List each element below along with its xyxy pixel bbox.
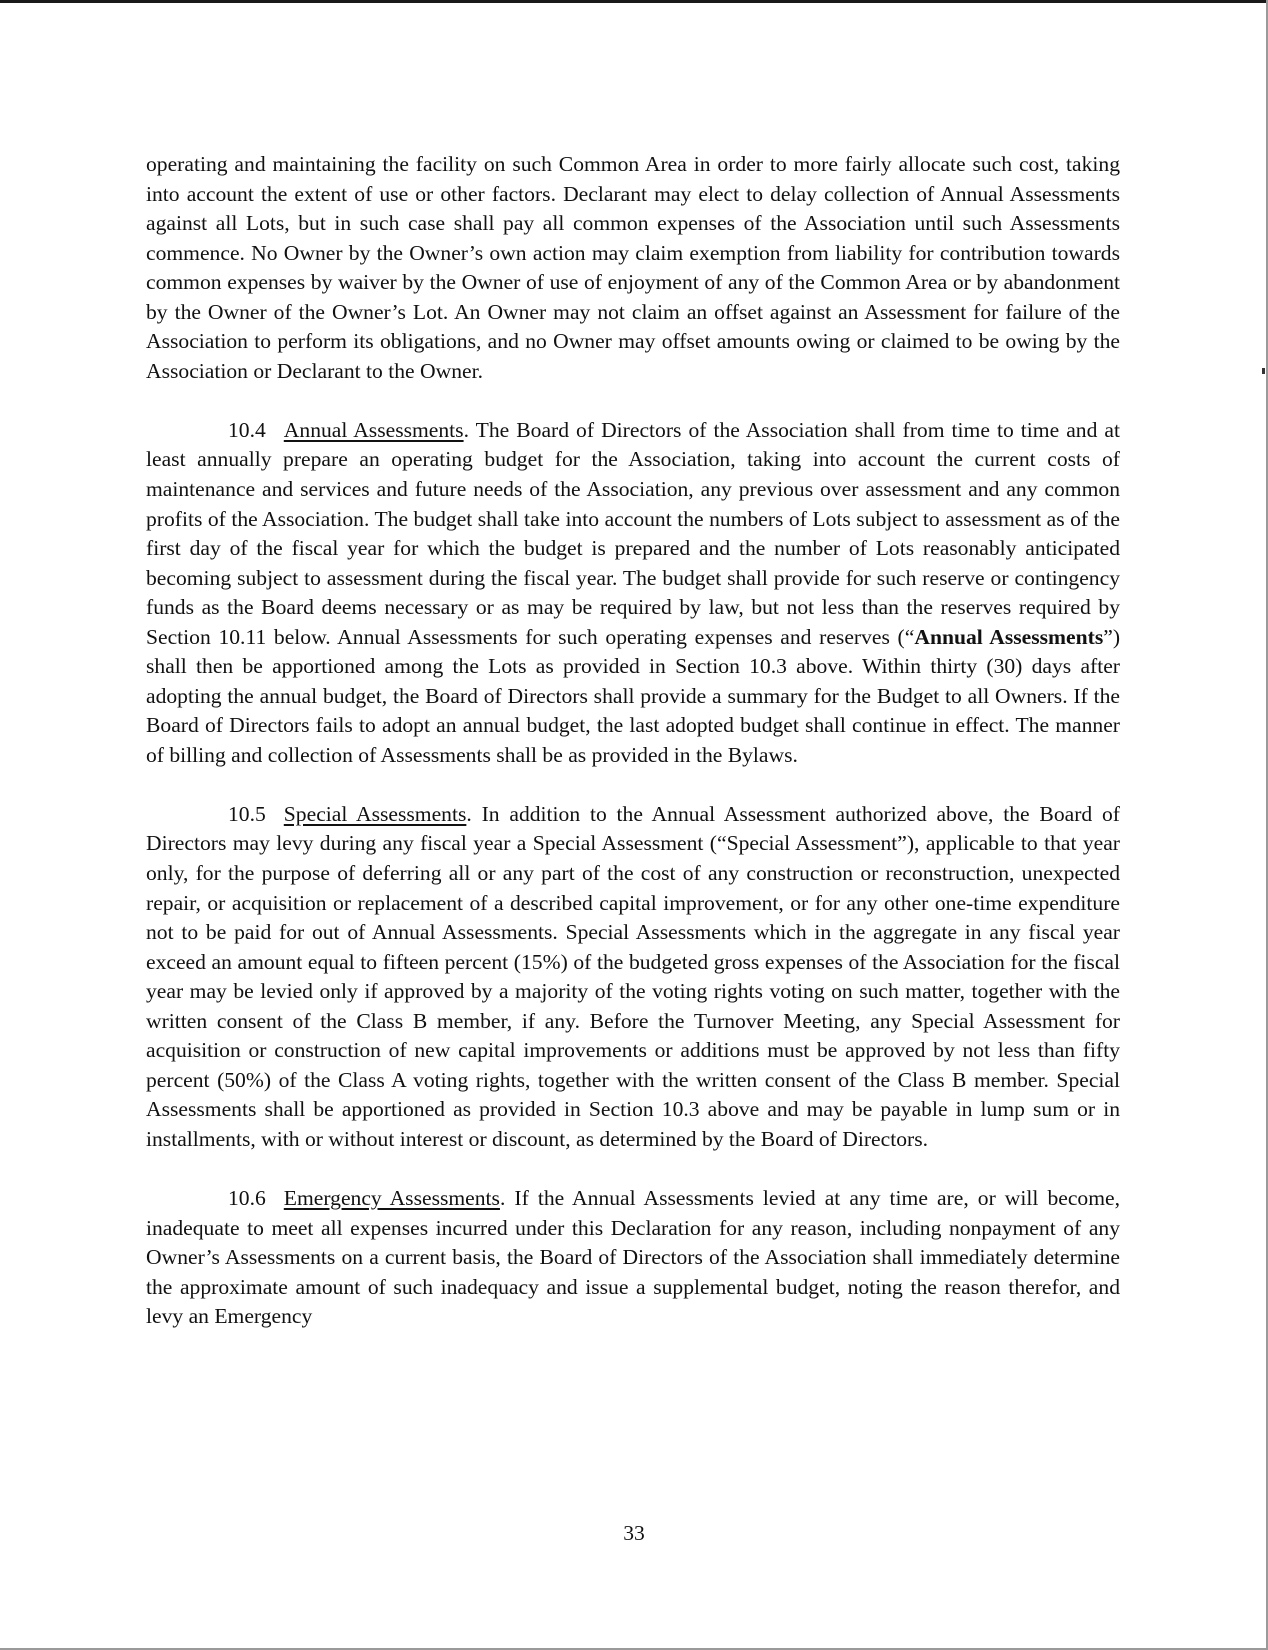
page-number: 33: [623, 1521, 645, 1545]
section-number: 10.6: [228, 1186, 266, 1210]
section-text: . In addition to the Annual Assessment authorized above, the Board of Directors may levy during any fiscal year a Special Assessment (“Special Assessment”), applicable to that year only, for the purpose of deferring all or any part of the cost of any construction or reconstruction, unexpected repair, or acquisition or replacement of a described capital improvement, or for any other one-time expenditure not to be paid for out of Annual Assessments. Special Assessments which in the aggregate in any fiscal year exceed an amount equal to fifteen percent (15%) of the budgeted gross expenses of the Association for the fiscal year may be levied only if approved by a majority of the voting rights voting on such matter, together with the written consent of the Class B member, if any. Before the Turnover Meeting, any Special Assessment for acquisition or construction of new capital improvements or additions must be approved by not less than fifty percent (50%) of the Class A voting rights, together with the written consent of the Class B member. Special Assessments shall be apportioned as provided in Section 10.3 above and may be payable in lump sum or in installments, with or without interest or discount, as determined by the Board of Directors.: [146, 801, 1120, 1151]
document-body: [146, 150, 1120, 1332]
section-heading: Emergency Assessments: [283, 1186, 500, 1210]
section-10-6-paragraph: [146, 1184, 1120, 1332]
section-text: . If the Annual Assessments levied at any time are, or will become, inadequate to meet all expenses incurred under this Declaration for any reason, including nonpayment of any Owner’s Assessments on a current basis, the Board of Directors of the Association shall immediately determine the approximate amount of such inadequacy and issue a supplemental budget, noting the reason therefor, and levy an Emergency: [146, 1186, 1120, 1329]
scan-speck: [1262, 368, 1265, 374]
section-10-5-paragraph: [146, 800, 1120, 1155]
section-number: 10.5: [228, 801, 266, 826]
section-heading: Special Assessments: [283, 801, 467, 826]
section-number: 10.4: [228, 417, 266, 442]
section-heading: Annual Assessments: [283, 417, 464, 442]
section-text: . The Board of Directors of the Association shall from time to time and at least annually prepare an operating budget for the Association, taking into account the current costs of maintenance and services and future needs of the Association, any previous over assessment and any common profits of the Association. The budget shall take into account the numbers of Lots subject to assessment as of the first day of the fiscal year for which the budget is prepared and the number of Lots reasonably anticipated becoming subject to assessment during the fiscal year. The budget shall provide for such reserve or contingency funds as the Board deems necessary or as may be required by law, but not less than the reserves required by Section 10.11 below. Annual Assessments for such operating expenses and reserves (“: [146, 417, 1120, 649]
continuation-paragraph: operating and maintaining the facility on such Common Area in order to more fairly allocate such cost, taking into account the extent of use or other factors. Declarant may elect to delay collection of Annual Assessments against all Lots, but in such case shall pay all common expenses of the Association until such Assessments commence. No Owner by the Owner’s own action may claim exemption from liability for contribution towards common expenses by waiver by the Owner of use of enjoyment of any of the Common Area or by abandonment by the Owner of the Owner’s Lot. An Owner may not claim an offset against an Assessment for failure of the Association to perform its obligations, and no Owner may offset amounts owing or claimed to be owing by the Association or Declarant to the Owner.: [146, 152, 1120, 383]
section-10-4-paragraph: [146, 416, 1120, 771]
scan-top-border: [0, 0, 1268, 3]
section-text-continued: ”) shall then be apportioned among the Lots as provided in Section 10.3 above. Within thirty (30) days after adopting the annual budget, the Board of Directors shall provide a summary for the Budget to all Owners. If the Board of Directors fails to adopt an annual budget, the last adopted budget shall continue in effect. The manner of billing and collection of Assessments shall be as provided in the Bylaws.: [146, 624, 1121, 767]
defined-term: Annual Assessments: [914, 624, 1104, 649]
